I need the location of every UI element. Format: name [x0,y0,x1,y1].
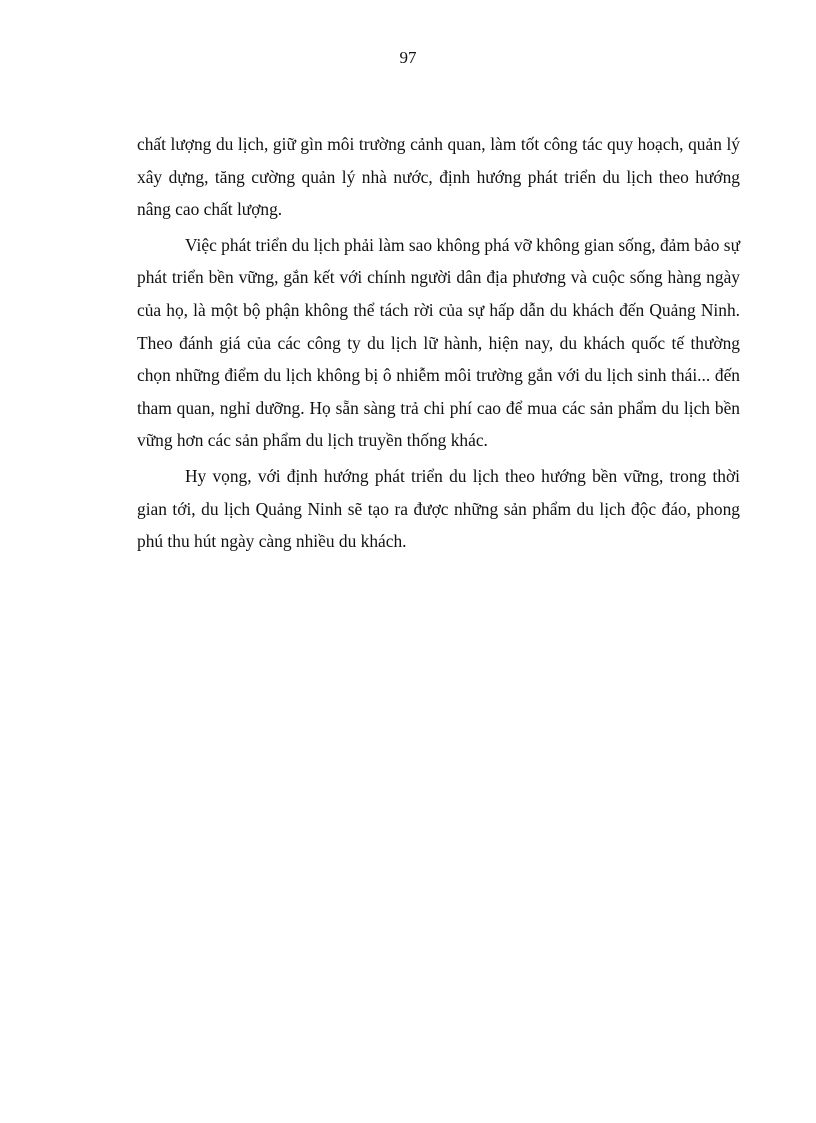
page-number: 97 [399,48,417,67]
paragraph-sustainable-development: Việc phát triển du lịch phải làm sao không phá vỡ không gian sống, đảm bảo sự phát triển bền vững, gắn kết với chính người dân địa phương và cuộc sống hàng ngày của họ, là một bộ phận không thể tách rời của sự hấp dẫn du khách đến Quảng Ninh. Theo đánh giá của các công ty du lịch lữ hành, hiện nay, du khách quốc tế thường chọn những điểm du lịch không bị ô nhiễm môi trường gắn với du lịch sinh thái... đến tham quan, nghỉ dưỡng. Họ sẵn sàng trả chi phí cao để mua các sản phẩm du lịch bền vững hơn các sản phẩm du lịch truyền thống khác. [137,234,740,451]
document-body [137,128,740,561]
paragraph-conclusion: Hy vọng, với định hướng phát triển du lịch theo hướng bền vững, trong thời gian tới, du lịch Quảng Ninh sẽ tạo ra được những sản phẩm du lịch độc đáo, phong phú thu hút ngày càng nhiều du khách. [137,465,740,552]
paragraph-continuation: chất lượng du lịch, giữ gìn môi trường cảnh quan, làm tốt công tác quy hoạch, quản lý xây dựng, tăng cường quản lý nhà nước, định hướng phát triển du lịch theo hướng nâng cao chất lượng. [137,134,740,220]
